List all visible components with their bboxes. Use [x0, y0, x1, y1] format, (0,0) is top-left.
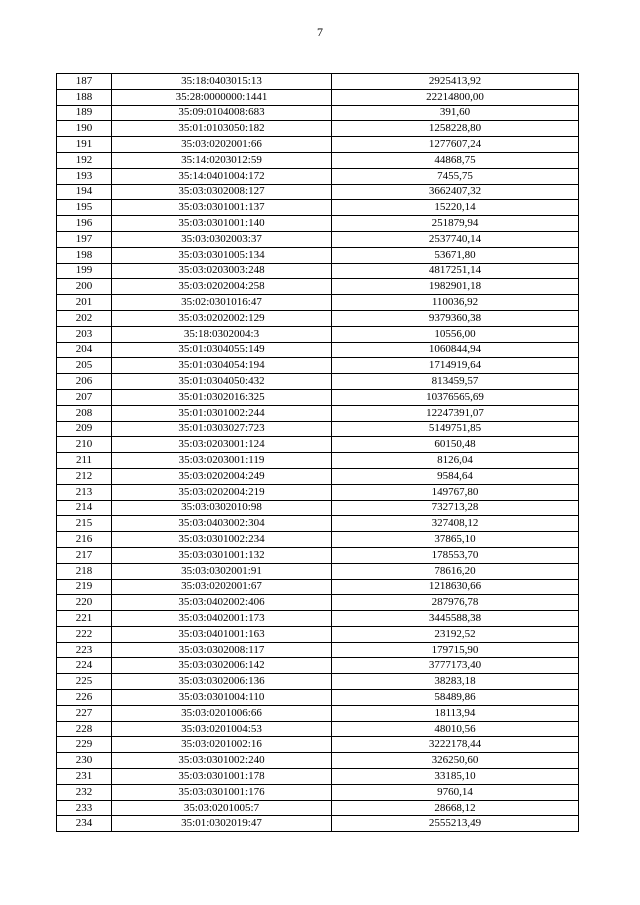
table-row	[57, 595, 579, 611]
cadastral-number-cell: 35:03:0402001:173	[112, 611, 332, 627]
table-row	[57, 405, 579, 421]
value-cell: 10556,00	[332, 326, 579, 342]
cadastral-number-cell: 35:28:0000000:1441	[112, 89, 332, 105]
row-number-cell: 202	[57, 310, 112, 326]
table-row	[57, 295, 579, 311]
data-table	[56, 73, 579, 832]
table-row	[57, 137, 579, 153]
row-number-cell: 200	[57, 279, 112, 295]
cadastral-number-cell: 35:03:0203001:124	[112, 437, 332, 453]
cadastral-number-cell: 35:03:0202004:258	[112, 279, 332, 295]
table-row	[57, 816, 579, 832]
cadastral-number-cell: 35:03:0301001:132	[112, 547, 332, 563]
table-row	[57, 200, 579, 216]
cadastral-number-cell: 35:03:0302010:98	[112, 500, 332, 516]
table-row	[57, 152, 579, 168]
cadastral-number-cell: 35:03:0201004:53	[112, 721, 332, 737]
row-number-cell: 223	[57, 642, 112, 658]
table-row	[57, 705, 579, 721]
table-row	[57, 547, 579, 563]
value-cell: 9760,14	[332, 784, 579, 800]
value-cell: 44868,75	[332, 152, 579, 168]
row-number-cell: 218	[57, 563, 112, 579]
value-cell: 1060844,94	[332, 342, 579, 358]
cadastral-number-cell: 35:03:0302006:142	[112, 658, 332, 674]
row-number-cell: 219	[57, 579, 112, 595]
cadastral-number-cell: 35:01:0301002:244	[112, 405, 332, 421]
value-cell: 2555213,49	[332, 816, 579, 832]
row-number-cell: 210	[57, 437, 112, 453]
table-row	[57, 579, 579, 595]
cadastral-number-cell: 35:03:0201005:7	[112, 800, 332, 816]
cadastral-number-cell: 35:03:0301004:110	[112, 690, 332, 706]
table-row	[57, 737, 579, 753]
cadastral-number-cell: 35:03:0302006:136	[112, 674, 332, 690]
row-number-cell: 187	[57, 74, 112, 90]
row-number-cell: 234	[57, 816, 112, 832]
cadastral-number-cell: 35:03:0201006:66	[112, 705, 332, 721]
value-cell: 7455,75	[332, 168, 579, 184]
row-number-cell: 203	[57, 326, 112, 342]
value-cell: 3445588,38	[332, 611, 579, 627]
row-number-cell: 227	[57, 705, 112, 721]
row-number-cell: 206	[57, 374, 112, 390]
table-row	[57, 784, 579, 800]
cadastral-number-cell: 35:01:0304055:149	[112, 342, 332, 358]
table-row	[57, 74, 579, 90]
row-number-cell: 211	[57, 453, 112, 469]
value-cell: 327408,12	[332, 516, 579, 532]
table-row	[57, 374, 579, 390]
row-number-cell: 191	[57, 137, 112, 153]
table-row	[57, 389, 579, 405]
row-number-cell: 205	[57, 358, 112, 374]
value-cell: 2537740,14	[332, 231, 579, 247]
table-row	[57, 247, 579, 263]
cadastral-number-cell: 35:02:0301016:47	[112, 295, 332, 311]
cadastral-number-cell: 35:14:0203012:59	[112, 152, 332, 168]
table-row	[57, 453, 579, 469]
table-row	[57, 89, 579, 105]
row-number-cell: 208	[57, 405, 112, 421]
value-cell: 58489,86	[332, 690, 579, 706]
value-cell: 12247391,07	[332, 405, 579, 421]
row-number-cell: 228	[57, 721, 112, 737]
value-cell: 2925413,92	[332, 74, 579, 90]
value-cell: 60150,48	[332, 437, 579, 453]
row-number-cell: 199	[57, 263, 112, 279]
value-cell: 53671,80	[332, 247, 579, 263]
value-cell: 179715,90	[332, 642, 579, 658]
table-row	[57, 484, 579, 500]
table-row	[57, 753, 579, 769]
cadastral-number-cell: 35:03:0301001:140	[112, 216, 332, 232]
cadastral-number-cell: 35:18:0302004:3	[112, 326, 332, 342]
table-row	[57, 721, 579, 737]
row-number-cell: 193	[57, 168, 112, 184]
value-cell: 15220,14	[332, 200, 579, 216]
value-cell: 1258228,80	[332, 121, 579, 137]
value-cell: 9584,64	[332, 468, 579, 484]
table-row	[57, 105, 579, 121]
cadastral-number-cell: 35:03:0302003:37	[112, 231, 332, 247]
value-cell: 110036,92	[332, 295, 579, 311]
value-cell: 48010,56	[332, 721, 579, 737]
table-row	[57, 516, 579, 532]
value-cell: 813459,57	[332, 374, 579, 390]
cadastral-number-cell: 35:01:0103050:182	[112, 121, 332, 137]
cadastral-number-cell: 35:03:0201002:16	[112, 737, 332, 753]
cadastral-number-cell: 35:03:0302008:127	[112, 184, 332, 200]
value-cell: 4817251,14	[332, 263, 579, 279]
table-row	[57, 342, 579, 358]
row-number-cell: 233	[57, 800, 112, 816]
value-cell: 251879,94	[332, 216, 579, 232]
table-row	[57, 626, 579, 642]
row-number-cell: 201	[57, 295, 112, 311]
value-cell: 149767,80	[332, 484, 579, 500]
value-cell: 178553,70	[332, 547, 579, 563]
row-number-cell: 214	[57, 500, 112, 516]
cadastral-number-cell: 35:03:0403002:304	[112, 516, 332, 532]
cadastral-number-cell: 35:03:0203003:248	[112, 263, 332, 279]
value-cell: 5149751,85	[332, 421, 579, 437]
cadastral-number-cell: 35:01:0304050:432	[112, 374, 332, 390]
value-cell: 38283,18	[332, 674, 579, 690]
row-number-cell: 198	[57, 247, 112, 263]
table-row	[57, 263, 579, 279]
row-number-cell: 194	[57, 184, 112, 200]
row-number-cell: 220	[57, 595, 112, 611]
row-number-cell: 190	[57, 121, 112, 137]
cadastral-number-cell: 35:03:0203001:119	[112, 453, 332, 469]
table-row	[57, 800, 579, 816]
value-cell: 1218630,66	[332, 579, 579, 595]
value-cell: 3777173,40	[332, 658, 579, 674]
table-row	[57, 326, 579, 342]
cadastral-number-cell: 35:03:0202004:219	[112, 484, 332, 500]
value-cell: 10376565,69	[332, 389, 579, 405]
value-cell: 1982901,18	[332, 279, 579, 295]
table-row	[57, 674, 579, 690]
row-number-cell: 217	[57, 547, 112, 563]
row-number-cell: 230	[57, 753, 112, 769]
table-row	[57, 769, 579, 785]
row-number-cell: 195	[57, 200, 112, 216]
value-cell: 18113,94	[332, 705, 579, 721]
row-number-cell: 196	[57, 216, 112, 232]
table-row	[57, 231, 579, 247]
cadastral-number-cell: 35:03:0301001:137	[112, 200, 332, 216]
cadastral-number-cell: 35:03:0301002:240	[112, 753, 332, 769]
table-row	[57, 468, 579, 484]
value-cell: 732713,28	[332, 500, 579, 516]
cadastral-number-cell: 35:01:0304054:194	[112, 358, 332, 374]
value-cell: 33185,10	[332, 769, 579, 785]
value-cell: 1277607,24	[332, 137, 579, 153]
value-cell: 9379360,38	[332, 310, 579, 326]
cadastral-number-cell: 35:03:0402002:406	[112, 595, 332, 611]
cadastral-number-cell: 35:18:0403015:13	[112, 74, 332, 90]
table-row	[57, 358, 579, 374]
row-number-cell: 189	[57, 105, 112, 121]
row-number-cell: 197	[57, 231, 112, 247]
cadastral-number-cell: 35:03:0202001:67	[112, 579, 332, 595]
cadastral-number-cell: 35:01:0303027:723	[112, 421, 332, 437]
cadastral-number-cell: 35:03:0202002:129	[112, 310, 332, 326]
value-cell: 287976,78	[332, 595, 579, 611]
value-cell: 78616,20	[332, 563, 579, 579]
row-number-cell: 207	[57, 389, 112, 405]
table-row	[57, 532, 579, 548]
row-number-cell: 215	[57, 516, 112, 532]
value-cell: 3222178,44	[332, 737, 579, 753]
cadastral-number-cell: 35:03:0301005:134	[112, 247, 332, 263]
table-row	[57, 500, 579, 516]
table-row	[57, 121, 579, 137]
table-row	[57, 690, 579, 706]
cadastral-number-cell: 35:03:0301002:234	[112, 532, 332, 548]
table-row	[57, 611, 579, 627]
table-row	[57, 310, 579, 326]
cadastral-number-cell: 35:01:0302019:47	[112, 816, 332, 832]
value-cell: 391,60	[332, 105, 579, 121]
cadastral-number-cell: 35:01:0302016:325	[112, 389, 332, 405]
value-cell: 3662407,32	[332, 184, 579, 200]
row-number-cell: 229	[57, 737, 112, 753]
row-number-cell: 221	[57, 611, 112, 627]
value-cell: 1714919,64	[332, 358, 579, 374]
row-number-cell: 188	[57, 89, 112, 105]
table-row	[57, 421, 579, 437]
value-cell: 8126,04	[332, 453, 579, 469]
cadastral-number-cell: 35:03:0302001:91	[112, 563, 332, 579]
row-number-cell: 232	[57, 784, 112, 800]
row-number-cell: 213	[57, 484, 112, 500]
cadastral-number-cell: 35:03:0302008:117	[112, 642, 332, 658]
row-number-cell: 209	[57, 421, 112, 437]
table-row	[57, 437, 579, 453]
row-number-cell: 224	[57, 658, 112, 674]
value-cell: 37865,10	[332, 532, 579, 548]
value-cell: 326250,60	[332, 753, 579, 769]
page-number: 7	[317, 25, 323, 39]
value-cell: 23192,52	[332, 626, 579, 642]
row-number-cell: 226	[57, 690, 112, 706]
row-number-cell: 192	[57, 152, 112, 168]
cadastral-number-cell: 35:03:0301001:176	[112, 784, 332, 800]
row-number-cell: 204	[57, 342, 112, 358]
cadastral-number-cell: 35:09:0104008:683	[112, 105, 332, 121]
value-cell: 22214800,00	[332, 89, 579, 105]
cadastral-number-cell: 35:03:0301001:178	[112, 769, 332, 785]
table-row	[57, 642, 579, 658]
table-row	[57, 216, 579, 232]
row-number-cell: 212	[57, 468, 112, 484]
value-cell: 28668,12	[332, 800, 579, 816]
row-number-cell: 231	[57, 769, 112, 785]
table-row	[57, 658, 579, 674]
table-row	[57, 168, 579, 184]
table-row	[57, 563, 579, 579]
row-number-cell: 216	[57, 532, 112, 548]
row-number-cell: 225	[57, 674, 112, 690]
row-number-cell: 222	[57, 626, 112, 642]
table-body	[57, 74, 579, 832]
cadastral-number-cell: 35:03:0401001:163	[112, 626, 332, 642]
cadastral-number-cell: 35:14:0401004:172	[112, 168, 332, 184]
cadastral-number-cell: 35:03:0202004:249	[112, 468, 332, 484]
table-row	[57, 184, 579, 200]
table-row	[57, 279, 579, 295]
cadastral-number-cell: 35:03:0202001:66	[112, 137, 332, 153]
